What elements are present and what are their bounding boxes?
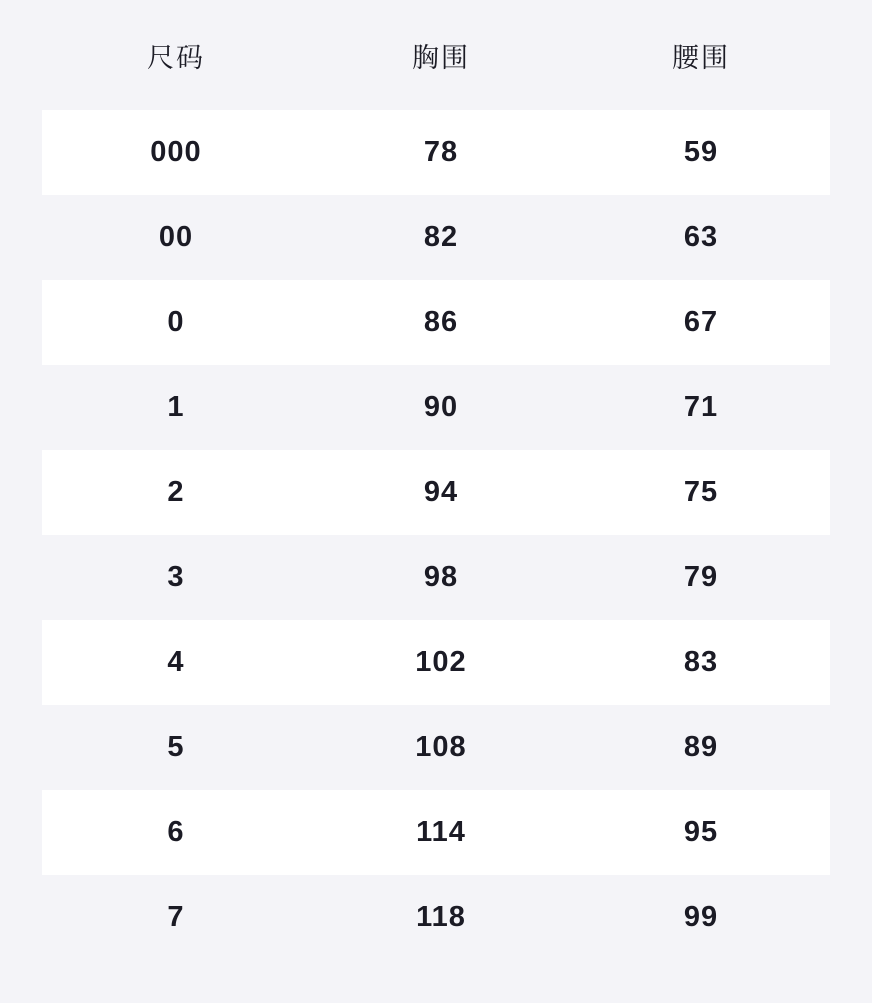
cell-size: 00 xyxy=(158,221,194,253)
cell-size: 7 xyxy=(167,901,185,933)
cell-waist: 71 xyxy=(683,391,719,423)
cell-bust: 82 xyxy=(423,221,459,253)
cell-size: 2 xyxy=(167,476,185,508)
table-row xyxy=(42,620,830,705)
cell-waist: 95 xyxy=(683,816,719,848)
cell-waist: 83 xyxy=(683,646,719,678)
cell-bust: 94 xyxy=(423,476,459,508)
cell-size: 5 xyxy=(167,731,185,763)
cell-waist: 89 xyxy=(683,731,719,763)
cell-waist: 59 xyxy=(683,136,719,168)
cell-bust: 118 xyxy=(416,901,466,933)
cell-size: 3 xyxy=(167,561,185,593)
cell-bust: 86 xyxy=(423,306,459,338)
table-row xyxy=(42,535,830,620)
cell-waist: 75 xyxy=(683,476,719,508)
cell-bust: 98 xyxy=(423,561,459,593)
column-header-waist: 腰围 xyxy=(672,42,730,73)
cell-bust: 78 xyxy=(423,136,459,168)
table-row xyxy=(42,280,830,365)
column-header-size: 尺码 xyxy=(147,42,205,73)
cell-bust: 114 xyxy=(416,816,466,848)
table-row xyxy=(42,790,830,875)
column-header-bust: 胸围 xyxy=(412,42,470,73)
cell-bust: 102 xyxy=(415,646,467,678)
table-row xyxy=(42,110,830,195)
table-row xyxy=(42,450,830,535)
table-row xyxy=(42,195,830,280)
cell-bust: 108 xyxy=(415,731,467,763)
cell-waist: 67 xyxy=(683,306,719,338)
cell-size: 000 xyxy=(150,136,202,168)
table-row xyxy=(42,365,830,450)
cell-waist: 63 xyxy=(683,221,719,253)
table-row xyxy=(42,705,830,790)
cell-size: 4 xyxy=(167,646,185,678)
table-row xyxy=(42,875,830,960)
table-header-row xyxy=(0,0,872,110)
cell-size: 6 xyxy=(167,816,185,848)
cell-bust: 90 xyxy=(423,391,459,423)
cell-waist: 79 xyxy=(683,561,719,593)
cell-waist: 99 xyxy=(683,901,719,933)
cell-size: 1 xyxy=(167,391,185,423)
cell-size: 0 xyxy=(167,306,185,338)
